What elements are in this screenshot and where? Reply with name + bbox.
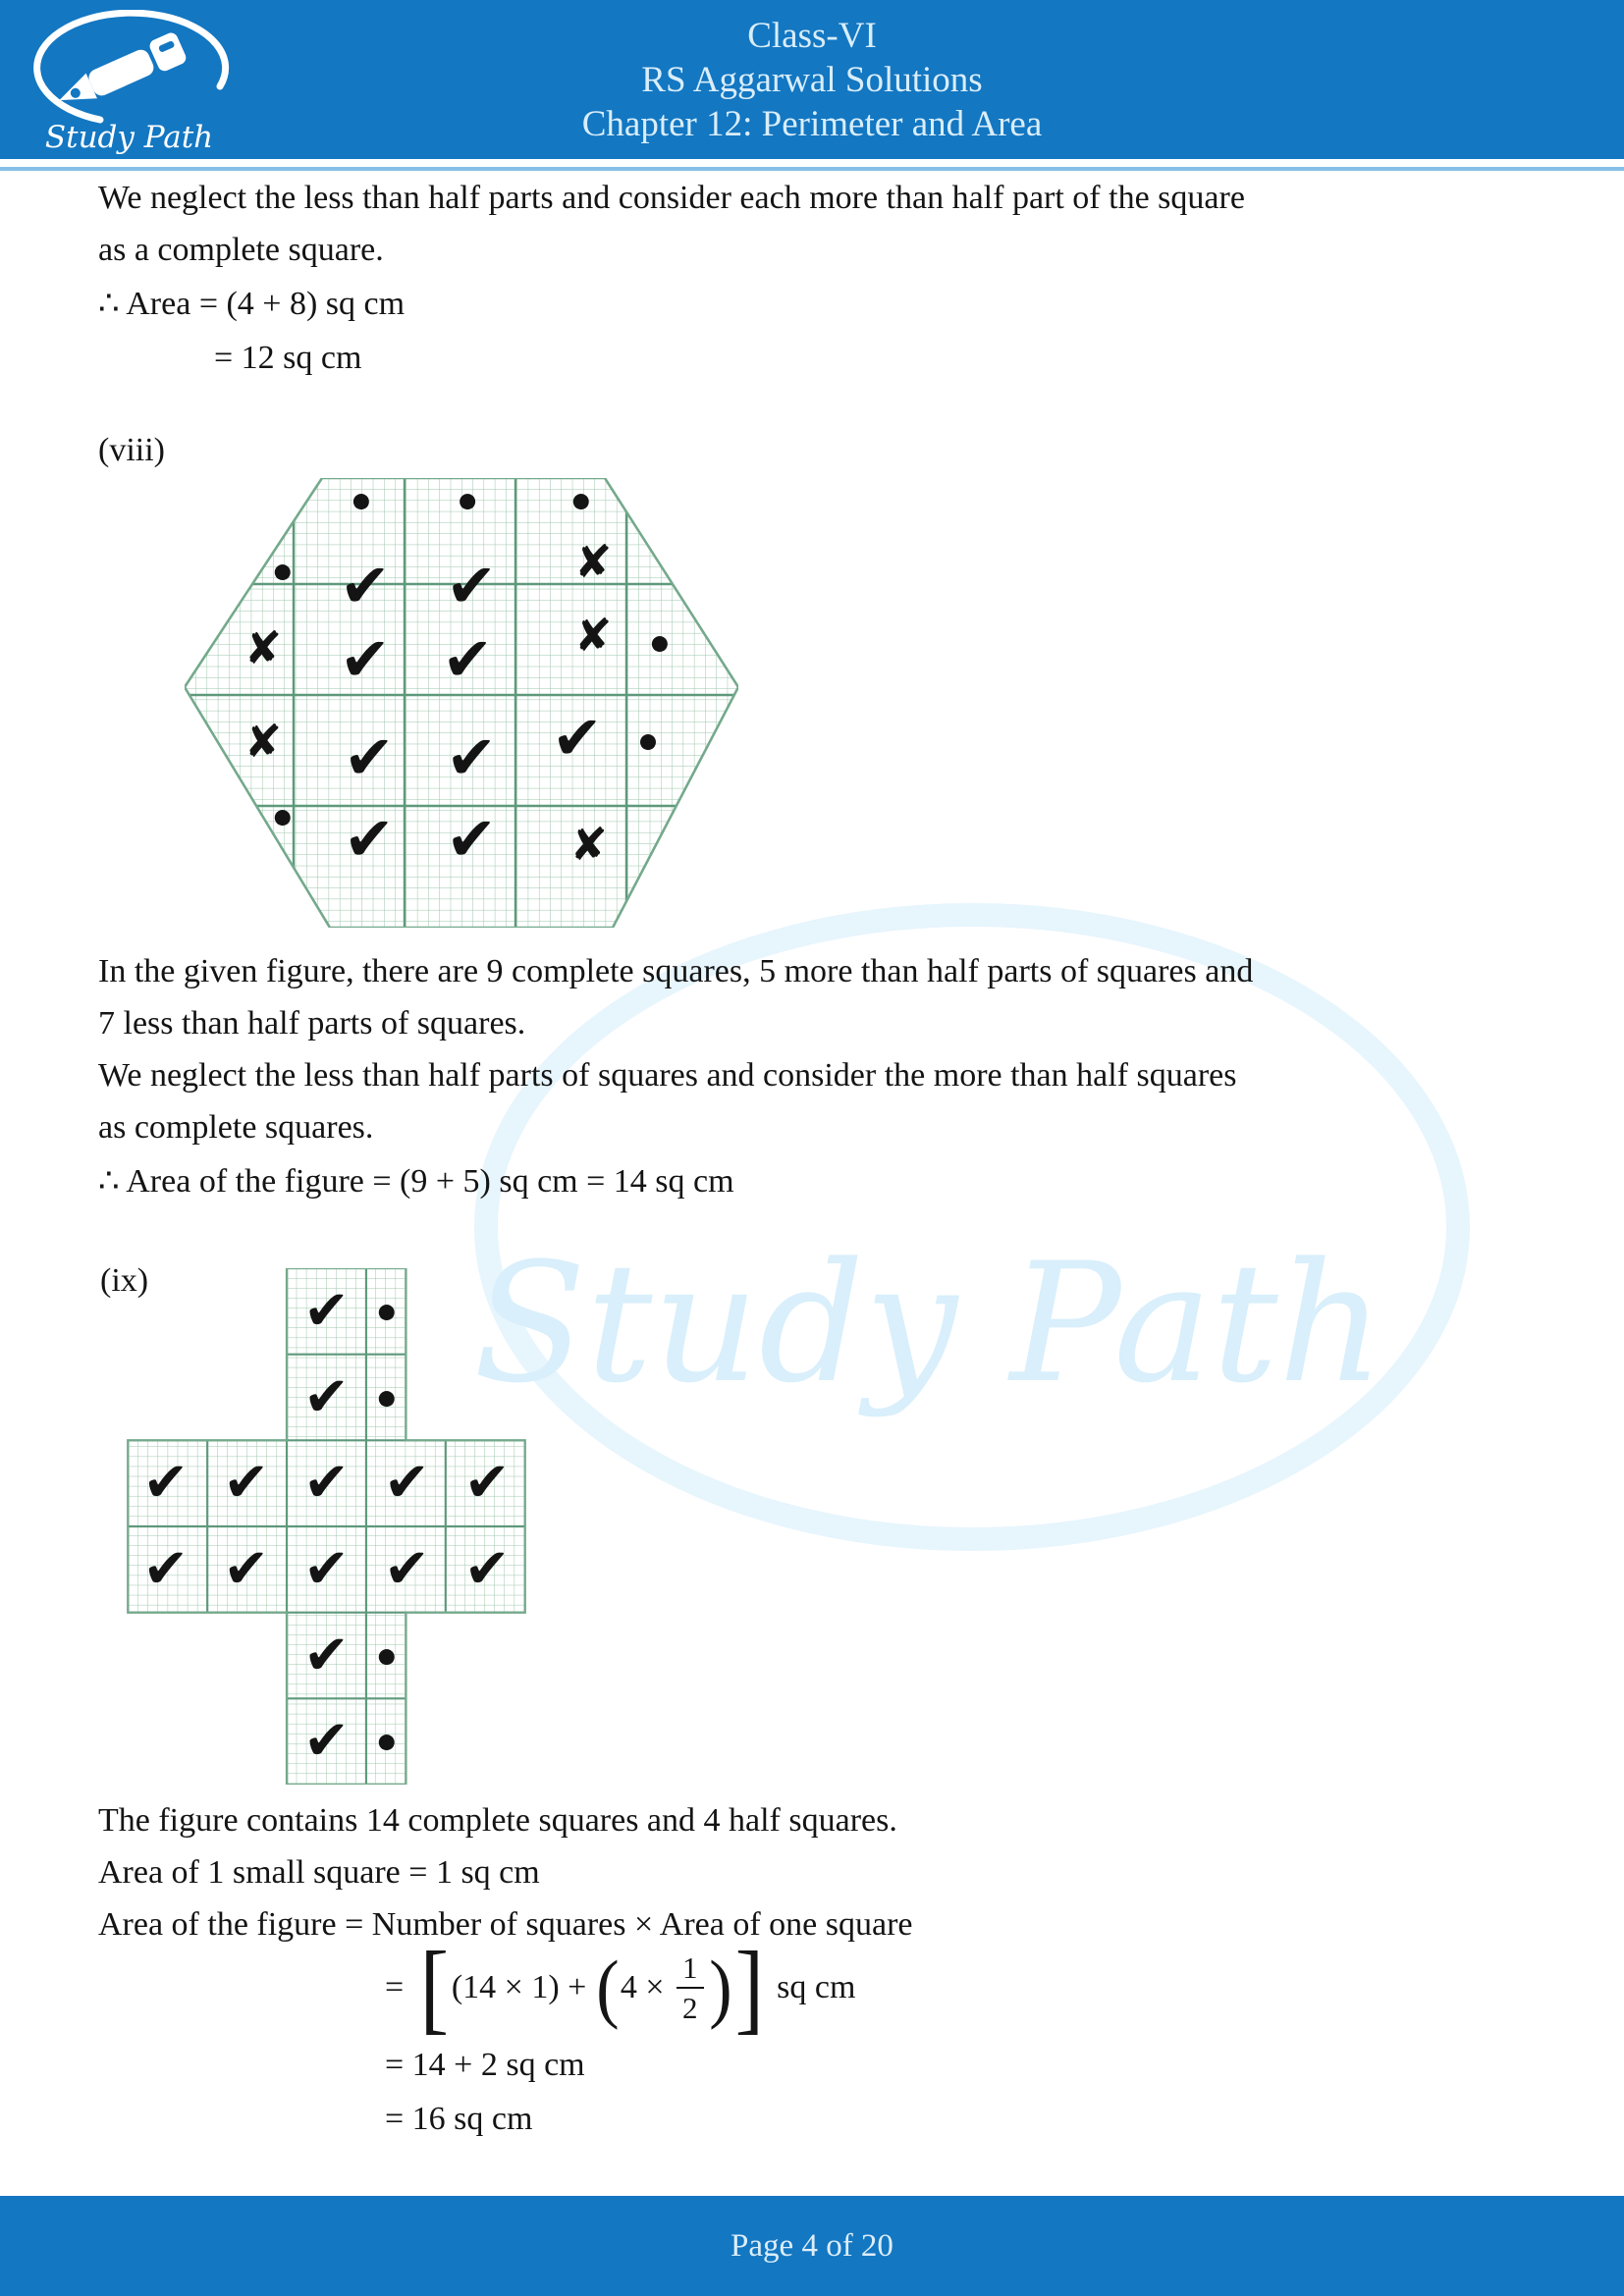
dot-mark: ●: [638, 728, 658, 753]
dot-mark: ●: [377, 1299, 397, 1323]
check-mark: ✔: [303, 1278, 350, 1343]
check-mark: ✔: [446, 549, 498, 621]
chapter-title: Chapter 12: Perimeter and Area: [581, 104, 1043, 144]
figure-viii-hexagon-grid: [185, 478, 738, 928]
page-number: Page 4 of 20: [731, 2228, 893, 2264]
figure-ix-label: (ix): [100, 1262, 149, 1299]
header-bar: [0, 0, 1624, 159]
check-mark: ✔: [446, 721, 498, 793]
check-mark: ✔: [383, 1536, 430, 1601]
watermark-text: Study Path: [473, 1227, 1385, 1419]
check-mark: ✔: [223, 1451, 270, 1516]
watermark-swoosh: [422, 903, 1542, 1629]
formula-unit: sq cm: [777, 1969, 856, 2005]
dot-mark: ●: [650, 630, 670, 655]
para9-line-2: Area of 1 small square = 1 sq cm: [98, 1854, 540, 1891]
check-mark: ✔: [463, 1451, 511, 1516]
footer-bar: [0, 2196, 1624, 2296]
intro-area-line-1: ∴ Area = (4 + 8) sq cm: [98, 286, 406, 322]
check-mark: ✔: [343, 802, 395, 875]
x-mark: ✘: [244, 714, 283, 768]
right-paren: ): [708, 1945, 732, 2030]
figure-ix-marks: [126, 1268, 527, 1785]
check-mark: ✔: [343, 721, 395, 793]
intro-line-1: We neglect the less than half parts and consider each more than half part of the square: [98, 180, 1245, 216]
dot-mark: ●: [273, 559, 292, 583]
para8-line-4: as complete squares.: [98, 1109, 374, 1146]
para8-line-3: We neglect the less than half parts of squares and consider the more than half squares: [98, 1057, 1237, 1094]
check-mark: ✔: [303, 1709, 350, 1774]
figure-ix-cross-grid: [126, 1268, 527, 1785]
para8-conclusion: ∴ Area of the figure = (9 + 5) sq cm = 14 sq cm: [98, 1163, 734, 1200]
para8-line-1: In the given figure, there are 9 complete squares, 5 more than half parts of squares and: [98, 953, 1254, 989]
solution9-line-2: = 14 + 2 sq cm: [385, 2047, 585, 2083]
check-mark: ✔: [442, 623, 494, 696]
dot-mark: ●: [571, 488, 590, 512]
area-formula-line: [385, 1926, 855, 2050]
check-mark: ✔: [142, 1451, 189, 1516]
dot-mark: ●: [352, 488, 371, 512]
header-titles: [0, 14, 1624, 146]
x-mark: ✘: [573, 535, 613, 589]
dot-mark: ●: [273, 804, 292, 828]
intro-line-2: as a complete square.: [98, 232, 384, 268]
fraction-numerator: 1: [677, 1952, 704, 1989]
formula-part-2: 4 ×: [620, 1969, 673, 2005]
check-mark: ✔: [142, 1536, 189, 1601]
para9-line-3: Area of the figure = Number of squares × Area of one square: [98, 1906, 913, 1943]
left-square-bracket: [: [419, 1931, 450, 2044]
fraction-one-half: [677, 1952, 704, 2023]
figure-viii-marks: [185, 478, 738, 928]
dot-mark: ●: [377, 1385, 397, 1409]
fraction-denominator: 2: [682, 1991, 698, 2025]
check-mark: ✔: [223, 1536, 270, 1601]
check-mark: ✔: [339, 549, 391, 621]
book-title: RS Aggarwal Solutions: [641, 60, 983, 100]
right-square-bracket: ]: [735, 1931, 765, 2044]
class-title: Class-VI: [747, 16, 877, 56]
dot-mark: ●: [377, 1729, 397, 1753]
x-mark: ✘: [244, 621, 283, 675]
para8-line-2: 7 less than half parts of squares.: [98, 1005, 526, 1041]
x-mark: ✘: [569, 817, 608, 871]
x-mark: ✘: [573, 608, 613, 662]
check-mark: ✔: [446, 802, 498, 875]
formula-part-1: (14 × 1) +: [451, 1969, 595, 2005]
equals-sign: =: [385, 1969, 405, 2005]
check-mark: ✔: [339, 623, 391, 696]
para9-line-1: The figure contains 14 complete squares and 4 half squares.: [98, 1802, 897, 1839]
check-mark: ✔: [303, 1451, 350, 1516]
solution9-line-3: = 16 sq cm: [385, 2101, 533, 2137]
check-mark: ✔: [383, 1451, 430, 1516]
check-mark: ✔: [303, 1623, 350, 1687]
dot-mark: ●: [377, 1643, 397, 1667]
studypath-watermark: [422, 903, 1542, 1629]
left-paren: (: [596, 1945, 620, 2030]
intro-area-line-2: = 12 sq cm: [214, 340, 362, 376]
header-divider: [0, 167, 1624, 171]
dot-mark: ●: [459, 488, 477, 512]
logo-text: Study Path: [44, 120, 214, 155]
check-mark: ✔: [303, 1536, 350, 1601]
check-mark: ✔: [463, 1536, 511, 1601]
figure-viii-label: (viii): [98, 432, 165, 468]
check-mark: ✔: [303, 1364, 350, 1429]
check-mark: ✔: [551, 702, 603, 774]
